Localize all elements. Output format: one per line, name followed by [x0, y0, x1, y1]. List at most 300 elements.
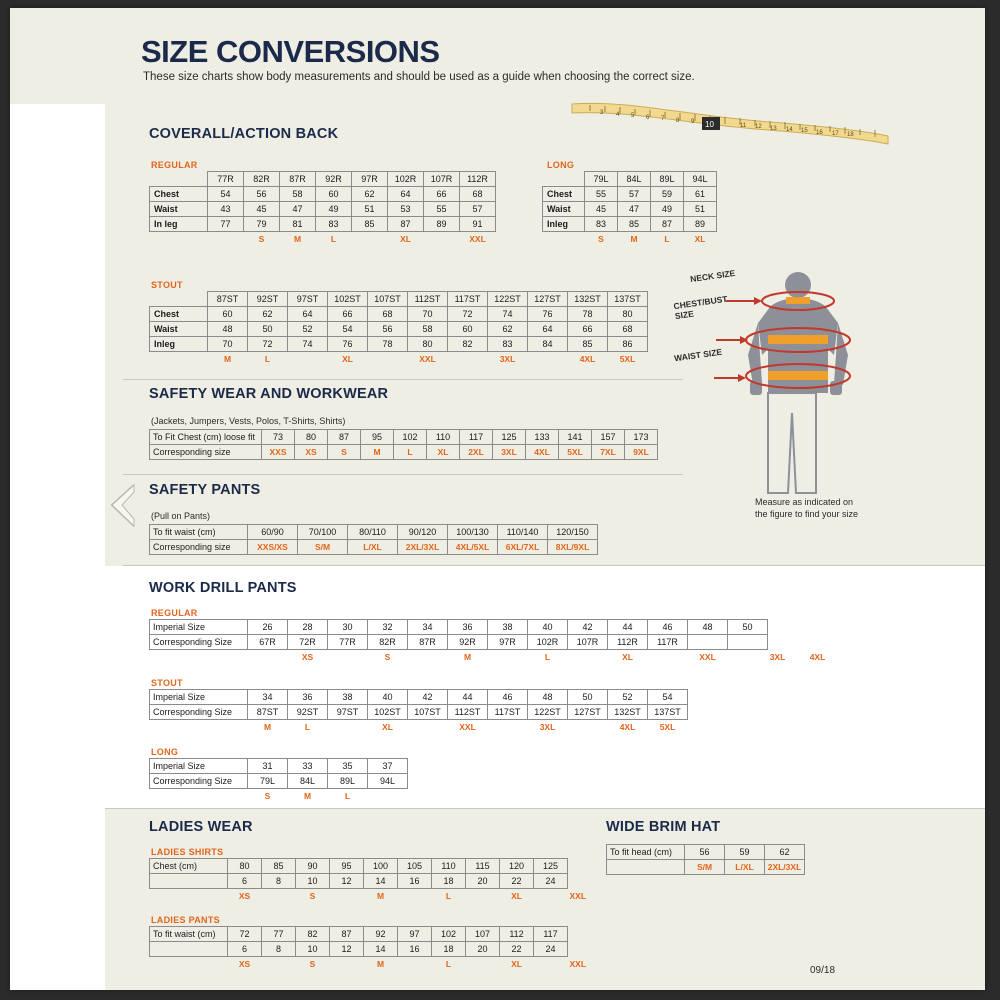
- size-cell: M: [303, 791, 312, 802]
- size-cell: L: [344, 791, 351, 802]
- size-cell: [466, 889, 500, 904]
- size-cell: 4XL/5XL: [448, 540, 498, 555]
- table-coverall-regular: [149, 171, 496, 247]
- size-cell: 2XL: [460, 445, 493, 460]
- data-cell: 10: [296, 942, 330, 957]
- data-cell: 48: [208, 322, 248, 337]
- size-cell: 4XL: [809, 652, 826, 662]
- data-cell: 122ST: [528, 705, 568, 720]
- data-cell: 68: [460, 187, 496, 202]
- size-row: [150, 650, 828, 665]
- data-cell: 112: [500, 927, 534, 942]
- svg-text:4: 4: [616, 112, 620, 118]
- table-header-row: [150, 292, 648, 307]
- data-cell: 112ST: [448, 705, 488, 720]
- data-cell: 92R: [316, 172, 352, 187]
- data-cell: 26: [248, 620, 288, 635]
- svg-text:9: 9: [691, 119, 695, 125]
- data-cell: 70: [208, 337, 248, 352]
- data-cell: 78: [368, 337, 408, 352]
- data-cell: 22: [500, 874, 534, 889]
- table-row: [150, 430, 658, 445]
- data-cell: 117R: [648, 635, 688, 650]
- size-cell: 4XL: [619, 722, 636, 733]
- data-cell: 16: [398, 874, 432, 889]
- table-row: [150, 445, 658, 460]
- table-safety-pants: [149, 524, 598, 555]
- data-cell: 47: [280, 202, 316, 217]
- data-cell: 64: [388, 187, 424, 202]
- size-cell: 3XL: [493, 445, 526, 460]
- data-cell: 60: [208, 307, 248, 322]
- data-cell: 72: [228, 927, 262, 942]
- size-cell: XS: [238, 959, 251, 970]
- data-cell: 38: [488, 620, 528, 635]
- data-cell: To Fit Chest (cm) loose fit: [150, 430, 262, 445]
- size-cell: [568, 720, 608, 735]
- data-cell: 132ST: [568, 292, 608, 307]
- data-cell: 82R: [368, 635, 408, 650]
- size-cell: M: [223, 354, 232, 365]
- divider-2: [123, 474, 683, 475]
- data-cell: 97R: [352, 172, 388, 187]
- data-cell: 80/110: [348, 525, 398, 540]
- data-cell: 84L: [288, 774, 328, 789]
- data-cell: 72: [448, 307, 488, 322]
- size-cell: S: [384, 652, 391, 663]
- size-cell: [466, 957, 500, 972]
- data-cell: 31: [248, 759, 288, 774]
- size-cell: XS: [301, 652, 314, 663]
- data-cell: 87: [330, 927, 364, 942]
- label-wdp-stout: STOUT: [151, 678, 183, 688]
- data-cell: 137ST: [648, 705, 688, 720]
- data-cell: [607, 860, 685, 875]
- size-cell: XL: [694, 234, 706, 245]
- section-title-safety-pants: SAFETY PANTS: [149, 482, 261, 498]
- size-cell: M: [376, 959, 385, 970]
- divider-1: [123, 379, 683, 380]
- data-cell: 50: [728, 620, 768, 635]
- size-cell: [408, 720, 448, 735]
- size-cell: [648, 650, 688, 665]
- data-cell: 56: [368, 322, 408, 337]
- size-cell: S: [309, 891, 316, 902]
- size-cell: 9XL: [625, 445, 658, 460]
- size-cell: 6XL/7XL: [498, 540, 548, 555]
- size-cell: XS: [295, 445, 328, 460]
- data-cell: 72: [248, 337, 288, 352]
- label-wdp-regular: REGULAR: [151, 608, 198, 618]
- size-chart-page: [10, 8, 985, 990]
- data-cell: 97R: [488, 635, 528, 650]
- data-cell: 62: [488, 322, 528, 337]
- data-cell: 122ST: [488, 292, 528, 307]
- figure-note: Measure as indicated on the figure to find your size: [755, 497, 859, 519]
- data-cell: 132ST: [608, 705, 648, 720]
- size-cell: XL: [342, 354, 353, 365]
- data-cell: 33: [288, 759, 328, 774]
- table-row: [150, 337, 648, 352]
- data-cell: 6: [228, 942, 262, 957]
- label-ladies-shirts: LADIES SHIRTS: [151, 847, 224, 857]
- data-cell: 77: [208, 217, 244, 232]
- svg-text:6: 6: [646, 115, 650, 121]
- figure-label-neck: NECK SIZE: [689, 267, 736, 285]
- section-title-wide-brim-hat: WIDE BRIM HAT: [606, 819, 721, 835]
- divider-3: [123, 565, 985, 566]
- table-row: [150, 635, 828, 650]
- size-cell: [262, 957, 296, 972]
- size-cell: L: [264, 354, 271, 365]
- size-cell: 4XL: [526, 445, 559, 460]
- data-cell: 72R: [288, 635, 328, 650]
- size-cell: [262, 889, 296, 904]
- data-cell: 59: [651, 187, 684, 202]
- date-code: 09/18: [810, 965, 836, 976]
- table-row: [607, 845, 805, 860]
- table-row: [150, 859, 606, 874]
- data-cell: 78: [568, 307, 608, 322]
- data-cell: 90/120: [398, 525, 448, 540]
- data-cell: 54: [648, 690, 688, 705]
- data-cell: 100/130: [448, 525, 498, 540]
- section-title-safety-wear: SAFETY WEAR AND WORKWEAR: [149, 386, 389, 402]
- size-cell: [328, 650, 368, 665]
- data-cell: 107ST: [368, 292, 408, 307]
- data-cell: 64: [528, 322, 568, 337]
- data-cell: 102ST: [368, 705, 408, 720]
- data-cell: 24: [534, 942, 568, 957]
- data-cell: [688, 635, 728, 650]
- data-cell: 137ST: [608, 292, 648, 307]
- data-cell: 85: [352, 217, 388, 232]
- table-row: [150, 620, 828, 635]
- table-row: [150, 759, 408, 774]
- data-cell: [150, 957, 228, 972]
- data-cell: [728, 635, 768, 650]
- data-cell: 49: [651, 202, 684, 217]
- data-cell: 87: [388, 217, 424, 232]
- data-cell: 70: [408, 307, 448, 322]
- size-cell: [448, 352, 488, 367]
- data-cell: 30: [328, 620, 368, 635]
- data-cell: 92ST: [248, 292, 288, 307]
- svg-text:11: 11: [740, 123, 747, 129]
- table-row: [150, 705, 688, 720]
- svg-text:16: 16: [816, 130, 823, 136]
- data-cell: 73: [262, 430, 295, 445]
- data-cell: [150, 874, 228, 889]
- size-cell: [588, 957, 605, 972]
- data-cell: 77R: [208, 172, 244, 187]
- data-cell: 127ST: [528, 292, 568, 307]
- size-cell: [248, 650, 288, 665]
- data-cell: 51: [684, 202, 717, 217]
- size-cell: 5XL: [619, 354, 636, 365]
- data-cell: Corresponding size: [150, 540, 248, 555]
- data-cell: 20: [466, 874, 500, 889]
- data-cell: 46: [488, 690, 528, 705]
- table-row: [150, 217, 496, 232]
- data-cell: 173: [625, 430, 658, 445]
- size-cell: [424, 232, 460, 247]
- data-cell: 62: [765, 845, 805, 860]
- data-cell: 42: [568, 620, 608, 635]
- table-row: [543, 187, 717, 202]
- data-cell: 95: [330, 859, 364, 874]
- svg-text:15: 15: [801, 128, 808, 134]
- data-cell: 89L: [328, 774, 368, 789]
- table-row: [150, 540, 598, 555]
- data-cell: 120/150: [548, 525, 598, 540]
- svg-text:7: 7: [661, 116, 665, 122]
- data-cell: 77R: [328, 635, 368, 650]
- data-cell: [150, 292, 208, 307]
- data-cell: 102R: [388, 172, 424, 187]
- size-cell: M: [293, 234, 302, 245]
- size-cell: XL: [382, 722, 393, 733]
- data-cell: 117ST: [488, 705, 528, 720]
- data-cell: 74: [288, 337, 328, 352]
- data-cell: 83: [585, 217, 618, 232]
- size-cell: [398, 957, 432, 972]
- body-measurement-figure: [710, 263, 880, 513]
- data-cell: [543, 232, 585, 247]
- data-cell: 62: [352, 187, 388, 202]
- svg-text:10: 10: [705, 120, 714, 129]
- data-cell: 10: [296, 874, 330, 889]
- data-cell: 45: [585, 202, 618, 217]
- data-cell: 89L: [651, 172, 684, 187]
- data-cell: 84: [528, 337, 568, 352]
- data-cell: 37: [368, 759, 408, 774]
- data-cell: To fit waist (cm): [150, 927, 228, 942]
- svg-text:17: 17: [832, 131, 839, 137]
- data-cell: 49: [316, 202, 352, 217]
- data-cell: [543, 172, 585, 187]
- svg-text:13: 13: [770, 126, 777, 132]
- size-cell: [534, 889, 568, 904]
- data-cell: 80: [295, 430, 328, 445]
- table-row: [150, 942, 606, 957]
- data-cell: 66: [328, 307, 368, 322]
- data-cell: 34: [408, 620, 448, 635]
- label-coverall-regular: REGULAR: [151, 160, 198, 170]
- svg-text:12: 12: [755, 124, 762, 130]
- size-cell: XXS: [262, 445, 295, 460]
- data-cell: 46: [648, 620, 688, 635]
- divider-4: [105, 808, 985, 809]
- row-header: In leg: [150, 217, 208, 232]
- size-cell: [398, 889, 432, 904]
- data-cell: 83: [316, 217, 352, 232]
- data-cell: 102ST: [328, 292, 368, 307]
- size-cell: [330, 889, 364, 904]
- size-cell: L: [304, 722, 311, 733]
- data-cell: 62: [248, 307, 288, 322]
- size-cell: M: [376, 891, 385, 902]
- data-cell: 55: [585, 187, 618, 202]
- data-cell: [150, 889, 228, 904]
- size-cell: [488, 720, 528, 735]
- data-cell: To fit head (cm): [607, 845, 685, 860]
- note-safety-wear: (Jackets, Jumpers, Vests, Polos, T-Shirts, Shirts): [151, 416, 346, 426]
- label-coverall-stout: STOUT: [151, 280, 183, 290]
- tape-measure-icon: [570, 100, 890, 145]
- data-cell: Corresponding Size: [150, 774, 248, 789]
- data-cell: Imperial Size: [150, 759, 248, 774]
- data-cell: 84L: [618, 172, 651, 187]
- data-cell: 87: [328, 430, 361, 445]
- size-cell: [488, 650, 528, 665]
- size-row: [150, 957, 606, 972]
- data-cell: 28: [288, 620, 328, 635]
- size-cell: XXL: [569, 959, 587, 969]
- row-header: Chest: [150, 307, 208, 322]
- svg-text:3: 3: [600, 110, 604, 116]
- data-cell: 34: [248, 690, 288, 705]
- size-cell: [528, 352, 568, 367]
- data-cell: 80: [608, 307, 648, 322]
- size-cell: L: [330, 234, 337, 245]
- data-cell: 22: [500, 942, 534, 957]
- size-cell: XL: [511, 959, 522, 970]
- data-cell: [150, 352, 208, 367]
- table-row: [543, 202, 717, 217]
- bookmark-arrow-icon: [106, 483, 136, 528]
- data-cell: Imperial Size: [150, 690, 248, 705]
- table-row: [150, 322, 648, 337]
- table-coverall-long: [542, 171, 717, 247]
- data-cell: 112ST: [408, 292, 448, 307]
- section-title-ladies-wear: LADIES WEAR: [149, 819, 253, 835]
- data-cell: 54: [328, 322, 368, 337]
- data-cell: 36: [288, 690, 328, 705]
- table-row: [150, 187, 496, 202]
- data-cell: 8: [262, 874, 296, 889]
- svg-text:8: 8: [676, 118, 680, 124]
- data-cell: 18: [432, 874, 466, 889]
- page-subtitle: These size charts show body measurements and should be used as a guide when choosing the correct size.: [143, 71, 695, 83]
- table-wdp-stout: [149, 689, 688, 735]
- table-row: [150, 202, 496, 217]
- table-row: [150, 774, 408, 789]
- data-cell: 24: [534, 874, 568, 889]
- data-cell: 18: [432, 942, 466, 957]
- size-row: [150, 720, 688, 735]
- data-cell: 52: [608, 690, 648, 705]
- data-cell: 57: [618, 187, 651, 202]
- data-cell: 68: [368, 307, 408, 322]
- data-cell: 66: [424, 187, 460, 202]
- data-cell: 82: [296, 927, 330, 942]
- data-cell: 61: [684, 187, 717, 202]
- data-cell: 48: [688, 620, 728, 635]
- data-cell: 102R: [528, 635, 568, 650]
- data-cell: Corresponding Size: [150, 705, 248, 720]
- table-wdp-long: [149, 758, 408, 804]
- data-cell: 67R: [248, 635, 288, 650]
- left-white-margin: [10, 104, 105, 990]
- data-cell: 60/90: [248, 525, 298, 540]
- size-cell: M: [463, 652, 472, 663]
- data-cell: 91: [460, 217, 496, 232]
- data-cell: 36: [448, 620, 488, 635]
- data-cell: 55: [424, 202, 460, 217]
- row-header: Chest: [543, 187, 585, 202]
- size-cell: S: [264, 791, 271, 802]
- size-cell: L: [664, 234, 670, 245]
- size-cell: 2XL/3XL: [398, 540, 448, 555]
- data-cell: 85: [262, 859, 296, 874]
- data-cell: 58: [408, 322, 448, 337]
- data-cell: 125: [534, 859, 568, 874]
- size-row: [150, 352, 648, 367]
- row-header: Inleg: [543, 217, 585, 232]
- data-cell: 97: [398, 927, 432, 942]
- size-cell: [408, 650, 448, 665]
- label-ladies-pants: LADIES PANTS: [151, 915, 220, 925]
- size-cell: 7XL: [592, 445, 625, 460]
- data-cell: 90: [296, 859, 330, 874]
- data-cell: 112R: [460, 172, 496, 187]
- size-cell: L: [445, 959, 452, 970]
- size-cell: [534, 957, 568, 972]
- data-cell: 14: [364, 942, 398, 957]
- data-cell: 87R: [280, 172, 316, 187]
- table-row: [150, 307, 648, 322]
- data-cell: 157: [592, 430, 625, 445]
- data-cell: [150, 232, 208, 247]
- row-header: Waist: [543, 202, 585, 217]
- size-cell: XL: [511, 891, 522, 902]
- data-cell: 38: [328, 690, 368, 705]
- data-cell: 45: [244, 202, 280, 217]
- data-cell: 52: [288, 322, 328, 337]
- data-cell: 102: [432, 927, 466, 942]
- table-header-row: [150, 172, 496, 187]
- data-cell: 66: [568, 322, 608, 337]
- size-cell: 3XL: [499, 354, 516, 365]
- table-wide-brim-hat: [606, 844, 805, 875]
- table-wdp-regular: [149, 619, 828, 665]
- size-row: [150, 789, 408, 804]
- data-cell: 94L: [368, 774, 408, 789]
- size-cell: 3XL: [769, 652, 786, 662]
- data-cell: 94L: [684, 172, 717, 187]
- data-cell: 141: [559, 430, 592, 445]
- size-cell: S: [258, 234, 265, 245]
- size-cell: L: [394, 445, 427, 460]
- size-cell: XL: [427, 445, 460, 460]
- size-cell: 2XL/3XL: [765, 860, 805, 875]
- data-cell: 60: [448, 322, 488, 337]
- size-cell: L: [544, 652, 551, 663]
- data-cell: 87: [651, 217, 684, 232]
- data-cell: 110/140: [498, 525, 548, 540]
- data-cell: 12: [330, 942, 364, 957]
- data-cell: Chest (cm): [150, 859, 228, 874]
- data-cell: 85: [568, 337, 608, 352]
- size-cell: M: [361, 445, 394, 460]
- data-cell: 40: [528, 620, 568, 635]
- data-cell: 127ST: [568, 705, 608, 720]
- table-row: [150, 690, 688, 705]
- size-cell: S/M: [685, 860, 725, 875]
- size-cell: [368, 352, 408, 367]
- data-cell: 92R: [448, 635, 488, 650]
